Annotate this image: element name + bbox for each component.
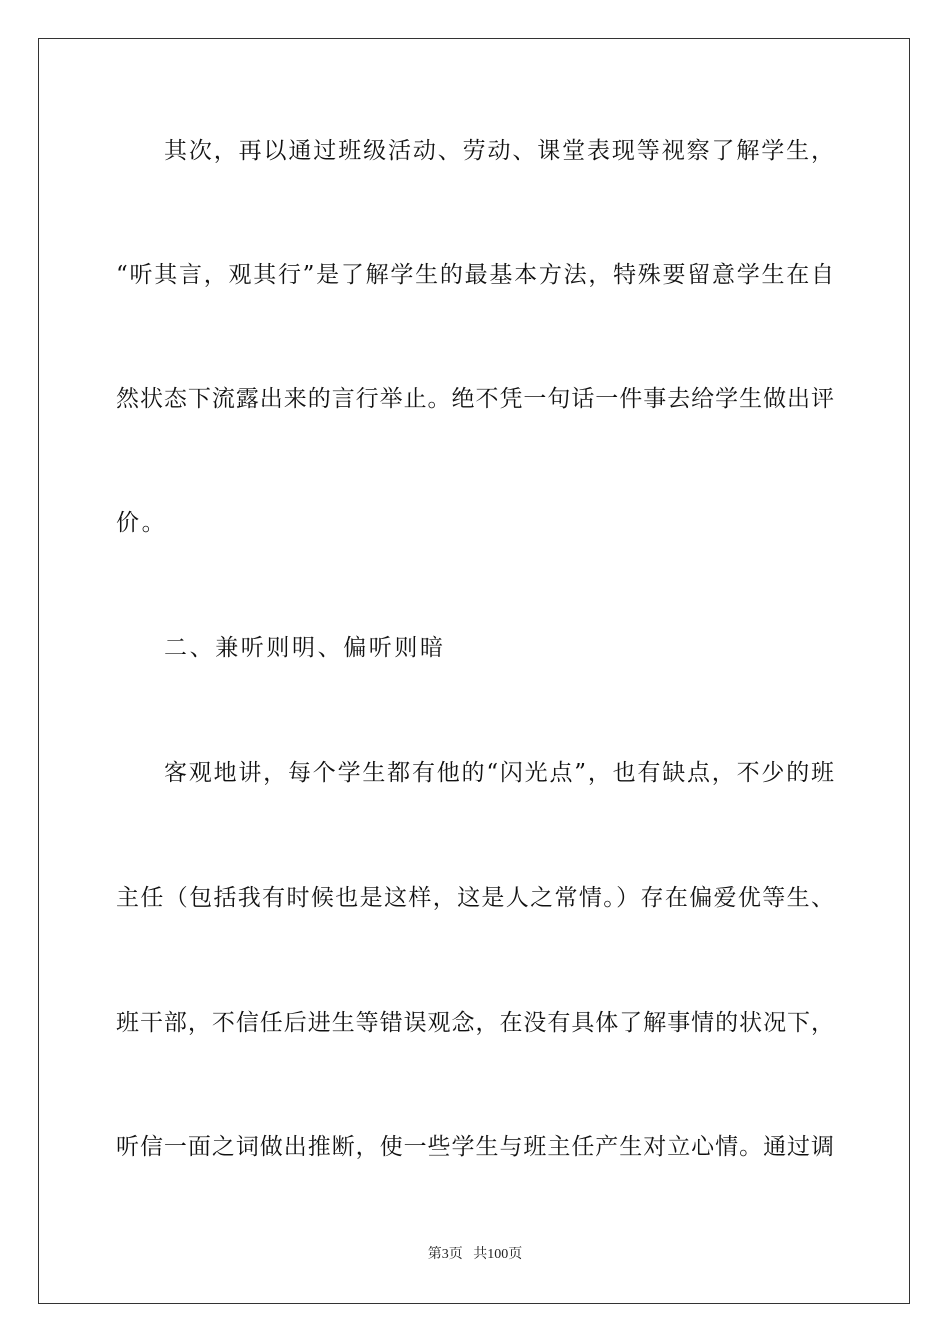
paragraph-line-7: 班干部，不信任后进生等错误观念，在没有具体了解事情的状况下， — [116, 1010, 834, 1036]
paragraph-line-1: 其次，再以通过班级活动、劳动、课堂表现等视察了解学生， — [164, 138, 834, 164]
paragraph-line-4: 价。 — [116, 510, 168, 536]
paragraph-line-8: 听信一面之词做出推断，使一些学生与班主任产生对立心情。通过调 — [116, 1134, 834, 1160]
paragraph-line-6: 主任（包括我有时候也是这样，这是人之常情。）存在偏爱优等生、 — [116, 885, 834, 911]
paragraph-line-5: 客观地讲，每个学生都有他的“闪光点”，也有缺点，不少的班 — [164, 760, 834, 786]
paragraph-line-2: “听其言，观其行”是了解学生的最基本方法，特殊要留意学生在自 — [116, 262, 834, 288]
page-footer — [0, 1246, 950, 1264]
page-number: 第3页 — [427, 1247, 463, 1262]
page-total: 共100页 — [473, 1247, 523, 1262]
paragraph-line-3: 然状态下流露出来的言行举止。绝不凭一句话一件事去给学生做出评 — [116, 386, 834, 412]
page-border — [38, 38, 910, 1304]
section-heading: 二、兼听则明、偏听则暗 — [164, 635, 446, 661]
